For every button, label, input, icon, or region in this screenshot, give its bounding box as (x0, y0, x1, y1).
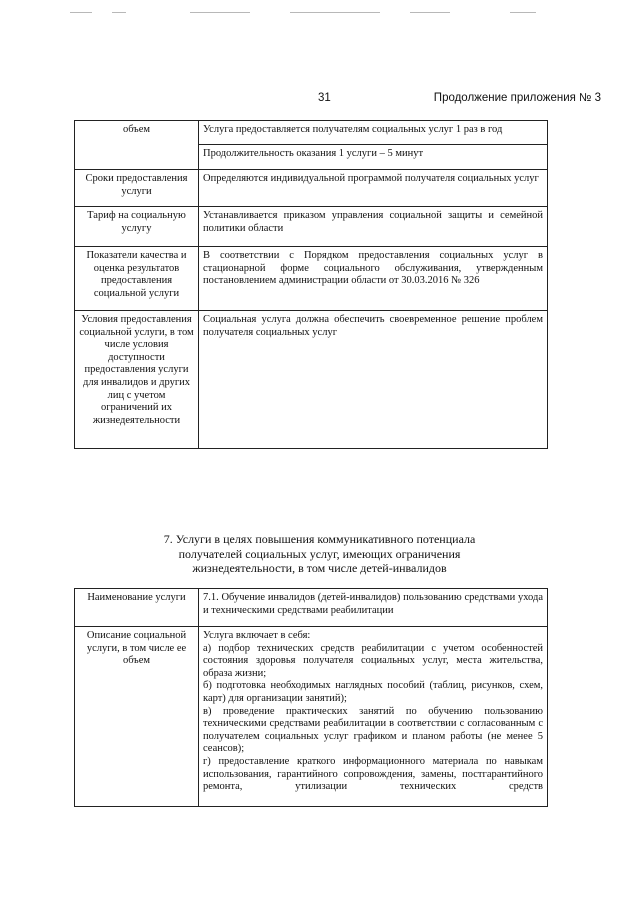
description-item-a: а) подбор технических средств реабилитации с учетом особенностей состояния здоровья получателя социальных услуг, места жительства, образа жизни; (203, 642, 543, 679)
row-value-frequency: Услуга предоставляется получателям социальных услуг 1 раз в год (199, 121, 548, 145)
row-label-quality: Показатели качества и оценка результатов предоставления социальной услуги (75, 247, 199, 311)
page-number: 31 (318, 92, 331, 104)
description-item-g: г) предоставление краткого информационного материала по навыкам использования, гарантийного сопровождения, замены, постгарантийного ремонта, утилизации технических средств (203, 755, 543, 793)
table-row (75, 311, 548, 449)
row-value-duration: Продолжительность оказания 1 услуги – 5 минут (199, 145, 548, 170)
table-row (75, 207, 548, 247)
section-heading-line-2: получателей социальных услуг, имеющих ограничения (178, 546, 461, 561)
section-heading-line-3: жизнедеятельности, в том числе детей-инвалидов (192, 561, 447, 575)
description-intro: Услуга включает в себя: (203, 630, 311, 641)
section-heading (0, 532, 639, 576)
row-label-volume: объем (75, 121, 199, 170)
scan-header-marks (70, 12, 550, 14)
table-row (75, 170, 548, 207)
row-value-terms: Определяются индивидуальной программой получателя социальных услуг (199, 170, 548, 207)
appendix-continuation: Продолжение приложения № 3 (433, 92, 601, 104)
row-value-quality: В соответствии с Порядком предоставления социальных услуг в стационарной форме социального обслуживания, утвержденным постановлением администрации области от 30.03.2016 № 326 (199, 247, 548, 311)
row-label-description: Описание социальной услуги, в том числе ее объем (75, 627, 199, 807)
row-label-tariff: Тариф на социальную услугу (75, 207, 199, 247)
row-value-description (199, 627, 548, 807)
section-heading-line-1: 7. Услуги в целях повышения коммуникативного потенциала (163, 532, 476, 546)
table-row (75, 627, 548, 807)
service-table (74, 588, 548, 807)
row-label-conditions: Условия предоставления социальной услуги, в том числе условия доступности предоставления услуги для инвалидов и других лиц с учетом ограничений их жизнедеятельности (75, 311, 199, 449)
description-item-v: в) проведение практических занятий по обучению пользованию техническими средствами реабилитации в соответствии с согласованным с получателем социальных услуг графиком и планом работы (не менее 5 сеансов); (203, 705, 543, 755)
service-table-continued (74, 120, 548, 449)
description-item-b: б) подготовка необходимых наглядных пособий (таблиц, рисунков, схем, карт) для организации занятий); (203, 680, 543, 704)
row-value-service-name: 7.1. Обучение инвалидов (детей-инвалидов) пользованию средствами ухода и техническими средствами реабилитации (199, 589, 548, 627)
table-row (75, 589, 548, 627)
row-label-terms: Сроки предоставления услуги (75, 170, 199, 207)
row-value-conditions: Социальная услуга должна обеспечить своевременное решение проблем получателя социальных услуг (199, 311, 548, 449)
page-header (0, 92, 639, 108)
row-label-service-name: Наименование услуги (75, 589, 199, 627)
table-row (75, 247, 548, 311)
table-row (75, 121, 548, 145)
row-value-tariff: Устанавливается приказом управления социальной защиты и семейной политики области (199, 207, 548, 247)
